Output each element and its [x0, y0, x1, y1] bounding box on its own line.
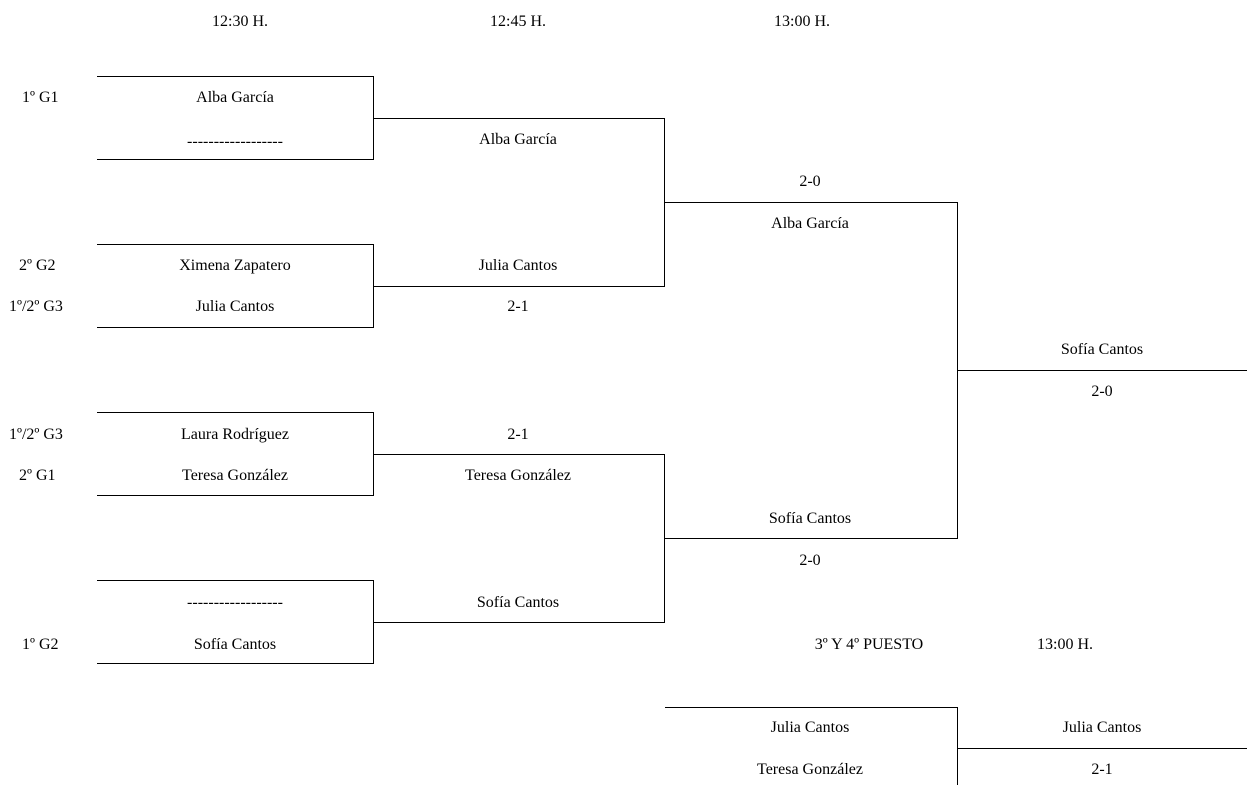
third-place-winner: Julia Cantos — [1062, 719, 1142, 736]
seed-label: 1º/2º G3 — [9, 298, 63, 315]
match-score: 2-1 — [507, 298, 529, 315]
player-name: Alba García — [771, 215, 849, 232]
bracket-line — [97, 495, 374, 496]
player-name: Julia Cantos — [195, 298, 275, 315]
round3-time: 13:00 H. — [774, 13, 830, 30]
bracket-line — [374, 454, 665, 455]
bracket-line — [97, 327, 374, 328]
bracket-line — [957, 707, 958, 785]
third-place-time: 13:00 H. — [1037, 636, 1093, 653]
bracket-line — [97, 244, 374, 245]
bye-placeholder: ------------------ — [187, 594, 283, 611]
bracket-line — [97, 580, 374, 581]
bracket-line — [374, 286, 665, 287]
player-name: Julia Cantos — [770, 719, 850, 736]
player-name: Teresa González — [182, 467, 288, 484]
match-score: 2-0 — [799, 552, 821, 569]
player-name: Teresa González — [465, 467, 571, 484]
match-score: 2-1 — [1091, 761, 1113, 778]
player-name: Alba García — [479, 131, 557, 148]
bracket-line — [97, 663, 374, 664]
player-name: Laura Rodríguez — [181, 426, 289, 443]
third-place-label: 3º Y 4º PUESTO — [814, 636, 924, 653]
player-name: Sofía Cantos — [193, 636, 277, 653]
player-name: Julia Cantos — [478, 257, 558, 274]
player-name: Alba García — [196, 89, 274, 106]
player-name: Sofía Cantos — [476, 594, 560, 611]
bracket-line — [374, 118, 665, 119]
bracket-line — [97, 76, 374, 77]
round2-time: 12:45 H. — [490, 13, 546, 30]
match-score: 2-0 — [799, 173, 821, 190]
player-name: Teresa González — [757, 761, 863, 778]
player-name: Ximena Zapatero — [179, 257, 291, 274]
seed-label: 1º/2º G3 — [9, 426, 63, 443]
bracket-line — [958, 370, 1247, 371]
match-score: 2-1 — [507, 426, 529, 443]
seed-label: 1º G1 — [22, 89, 59, 106]
seed-label: 2º G1 — [19, 467, 56, 484]
bye-placeholder: ------------------ — [187, 133, 283, 150]
bracket-line — [958, 748, 1247, 749]
bracket-line — [97, 412, 374, 413]
bracket-line — [665, 538, 958, 539]
round1-time: 12:30 H. — [212, 13, 268, 30]
bracket-line — [665, 707, 958, 708]
bracket-line — [97, 159, 374, 160]
bracket-line — [374, 622, 665, 623]
match-score: 2-0 — [1091, 383, 1113, 400]
player-name: Sofía Cantos — [768, 510, 852, 527]
champion-name: Sofía Cantos — [1060, 341, 1144, 358]
seed-label: 1º G2 — [22, 636, 59, 653]
bracket-line — [665, 202, 958, 203]
seed-label: 2º G2 — [19, 257, 56, 274]
